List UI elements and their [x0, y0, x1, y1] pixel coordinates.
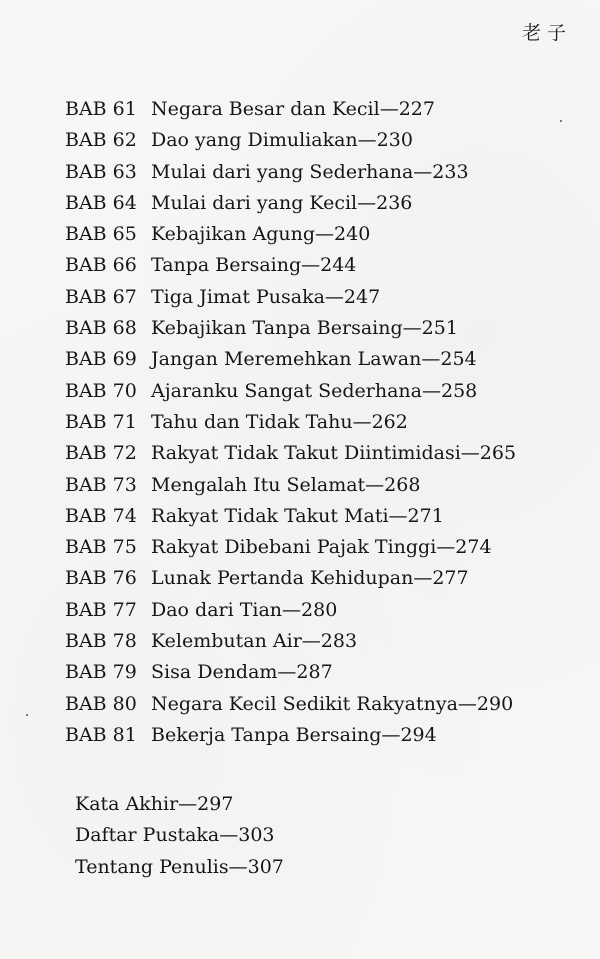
chapter-title: Negara Besar dan Kecil—227 [151, 98, 435, 120]
chapter-title: Jangan Meremehkan Lawan—254 [151, 348, 477, 371]
toc-entry [65, 188, 585, 219]
toc-entry [65, 626, 585, 657]
chapter-title: Mengalah Itu Selamat—268 [151, 473, 421, 496]
chapter-number: BAB 81 [65, 723, 137, 746]
toc-entry [65, 720, 585, 751]
chapter-title: Sisa Dendam—287 [151, 661, 333, 684]
paper-speck [26, 714, 28, 716]
toc-entry [65, 532, 585, 563]
toc-entry [65, 219, 585, 250]
chapter-number: BAB 66 [65, 254, 137, 277]
chapter-number: BAB 69 [65, 348, 137, 371]
chapter-title: Mulai dari yang Sederhana—233 [151, 160, 469, 183]
chapter-number: BAB 67 [65, 285, 137, 308]
toc-entry [65, 94, 585, 125]
toc-entry [65, 501, 585, 532]
back-matter-list [75, 789, 575, 883]
chapter-title: Kebajikan Tanpa Bersaing—251 [151, 317, 458, 340]
toc-entry [65, 407, 585, 438]
chapter-number: BAB 76 [65, 567, 137, 590]
chapter-title: Dao yang Dimuliakan—230 [151, 129, 413, 152]
chapter-number: BAB 71 [65, 410, 137, 433]
chapter-title: Dao dari Tian—280 [151, 598, 338, 621]
toc-entry [65, 125, 585, 156]
chapter-number: BAB 63 [65, 160, 137, 183]
chapter-title: Rakyat Dibebani Pajak Tinggi—274 [151, 536, 492, 559]
toc-entry [65, 438, 585, 469]
chapter-number: BAB 78 [65, 630, 137, 653]
chapter-number: BAB 70 [65, 379, 137, 402]
chapter-title: Kelembutan Air—283 [151, 630, 358, 653]
chapter-number: BAB 65 [65, 223, 137, 246]
toc-entry [65, 563, 585, 594]
chapter-number: BAB 64 [65, 191, 137, 214]
chapter-title: Kebajikan Agung—240 [151, 223, 371, 246]
chapter-title: Lunak Pertanda Kehidupan—277 [151, 567, 469, 590]
chapter-number: BAB 73 [65, 473, 137, 496]
chapter-title: Bekerja Tanpa Bersaing—294 [151, 723, 437, 746]
toc-entry [65, 657, 585, 688]
toc-entry [65, 689, 585, 720]
chapter-title: Ajaranku Sangat Sederhana—258 [151, 379, 478, 402]
chapter-number: BAB 72 [65, 442, 137, 465]
chapter-number: BAB 80 [65, 692, 137, 715]
toc-entry [65, 313, 585, 344]
toc-entry [65, 282, 585, 313]
chapter-title: Rakyat Tidak Takut Diintimidasi—265 [151, 442, 517, 465]
toc-entry [65, 250, 585, 281]
chapter-title: Mulai dari yang Kecil—236 [151, 191, 413, 214]
toc-entry [65, 470, 585, 501]
chapter-number: BAB 68 [65, 317, 137, 340]
back-matter-entry: Daftar Pustaka—303 [75, 824, 275, 847]
chapter-number: BAB 77 [65, 598, 137, 621]
chapter-title: Negara Kecil Sedikit Rakyatnya—290 [151, 692, 514, 715]
chapter-title: Tiga Jimat Pusaka—247 [151, 285, 381, 308]
paper-speck [560, 120, 562, 122]
chapter-number: BAB 62 [65, 129, 137, 152]
toc-entry [65, 344, 585, 375]
back-matter-entry: Kata Akhir—297 [75, 793, 234, 815]
toc-entry [65, 376, 585, 407]
chapter-number: BAB 79 [65, 661, 137, 684]
table-of-contents [65, 94, 585, 751]
chapter-title: Rakyat Tidak Takut Mati—271 [151, 504, 444, 527]
chapter-number: BAB 61 [65, 98, 137, 120]
back-matter-entry: Tentang Penulis—307 [75, 855, 284, 878]
toc-entry [65, 595, 585, 626]
toc-entry [65, 157, 585, 188]
running-header: 老子 [521, 22, 572, 44]
chapter-title: Tanpa Bersaing—244 [151, 254, 357, 277]
chapter-number: BAB 74 [65, 504, 137, 527]
chapter-title: Tahu dan Tidak Tahu—262 [151, 410, 408, 433]
chapter-number: BAB 75 [65, 536, 137, 559]
